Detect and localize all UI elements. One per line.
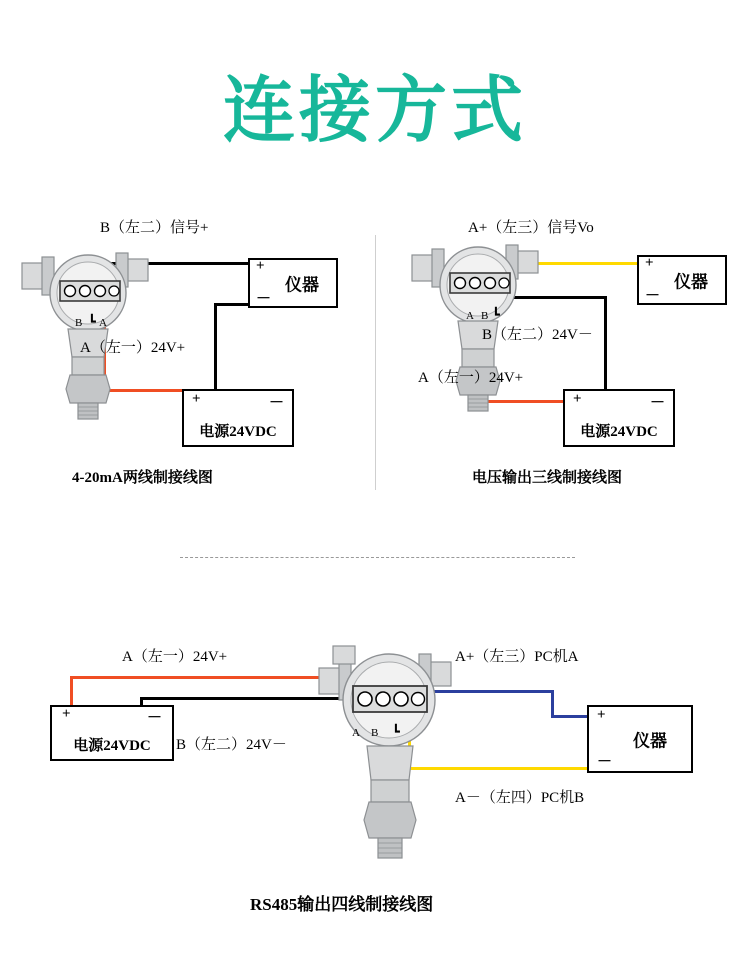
column-divider — [375, 235, 376, 490]
power-label-three-wire: 电源24VDC — [580, 424, 658, 440]
wire485-red-h — [70, 676, 355, 679]
power-minus-rs485: － — [146, 710, 162, 726]
power-box-three-wire — [563, 389, 675, 447]
instrument-label-three-wire: 仪器 — [674, 272, 708, 292]
section-divider — [180, 557, 575, 558]
terminal-mark-b-3: B — [371, 727, 379, 739]
terminal-mark-a-3: A — [352, 727, 360, 739]
instrument-box-three-wire — [637, 255, 727, 305]
wire-neg-black-down — [604, 303, 607, 391]
caption-two-wire: 4-20mA两线制接线图 — [72, 470, 213, 486]
power-plus-three-wire: + — [573, 391, 582, 407]
label-signal-three-wire: A+（左三）信号Vo — [468, 220, 594, 236]
power-minus-three-wire: － — [649, 395, 665, 411]
terminal-bracket-1: ┗ — [88, 314, 96, 329]
page-title: 连接方式 — [222, 71, 527, 151]
instrument-plus-two-wire: + — [256, 258, 265, 274]
power-minus-two-wire: － — [268, 395, 284, 411]
power-plus-rs485: + — [62, 706, 71, 722]
label-signal-two-wire: B（左二）信号+ — [100, 220, 209, 236]
power-box-two-wire — [182, 389, 294, 447]
terminal-bracket-3: ┗ — [392, 724, 400, 739]
label-power-pos-rs485: A（左一）24V+ — [122, 649, 228, 665]
caption-three-wire: 电压输出三线制接线图 — [472, 470, 623, 486]
instrument-plus-rs485: + — [597, 707, 606, 723]
power-label-two-wire: 电源24VDC — [199, 424, 277, 440]
instrument-box-two-wire — [248, 258, 338, 308]
instrument-minus-three-wire: － — [645, 288, 661, 304]
power-label-rs485: 电源24VDC — [73, 738, 151, 754]
transmitter-device-icon-3 — [315, 640, 465, 870]
power-box-rs485 — [50, 705, 174, 761]
label-pc-a-rs485: A+（左三）PC机A — [455, 649, 579, 665]
label-power-pos-three-wire: A（左一）24V+ — [418, 370, 524, 386]
wire485-blue-v-right — [551, 690, 554, 718]
label-pc-b-rs485: A－（左四）PC机B — [455, 790, 585, 806]
instrument-plus-three-wire: + — [645, 255, 654, 271]
instrument-label-rs485: 仪器 — [633, 731, 667, 751]
terminal-mark-a-1: A — [99, 317, 107, 329]
terminal-mark-b-1: B — [75, 317, 83, 329]
wire-inst-minus-black-h — [214, 303, 250, 306]
label-power-neg-three-wire: B（左二）24V－ — [482, 327, 593, 343]
terminal-bracket-2: ┗ — [492, 307, 500, 322]
instrument-box-rs485 — [587, 705, 693, 773]
terminal-mark-b-2: B — [481, 310, 489, 322]
power-plus-two-wire: + — [192, 391, 201, 407]
label-power-neg-rs485: B（左二）24V－ — [176, 737, 287, 753]
transmitter-device-icon — [20, 245, 160, 425]
terminal-mark-a-2: A — [466, 310, 474, 322]
caption-rs485: RS485输出四线制接线图 — [250, 895, 434, 914]
instrument-minus-two-wire: － — [256, 291, 272, 307]
instrument-label-two-wire: 仪器 — [285, 275, 319, 295]
wire485-blue-h2 — [551, 715, 587, 718]
label-power-pos-two-wire: A（左一）24V+ — [80, 340, 186, 356]
instrument-minus-rs485: － — [597, 754, 613, 770]
